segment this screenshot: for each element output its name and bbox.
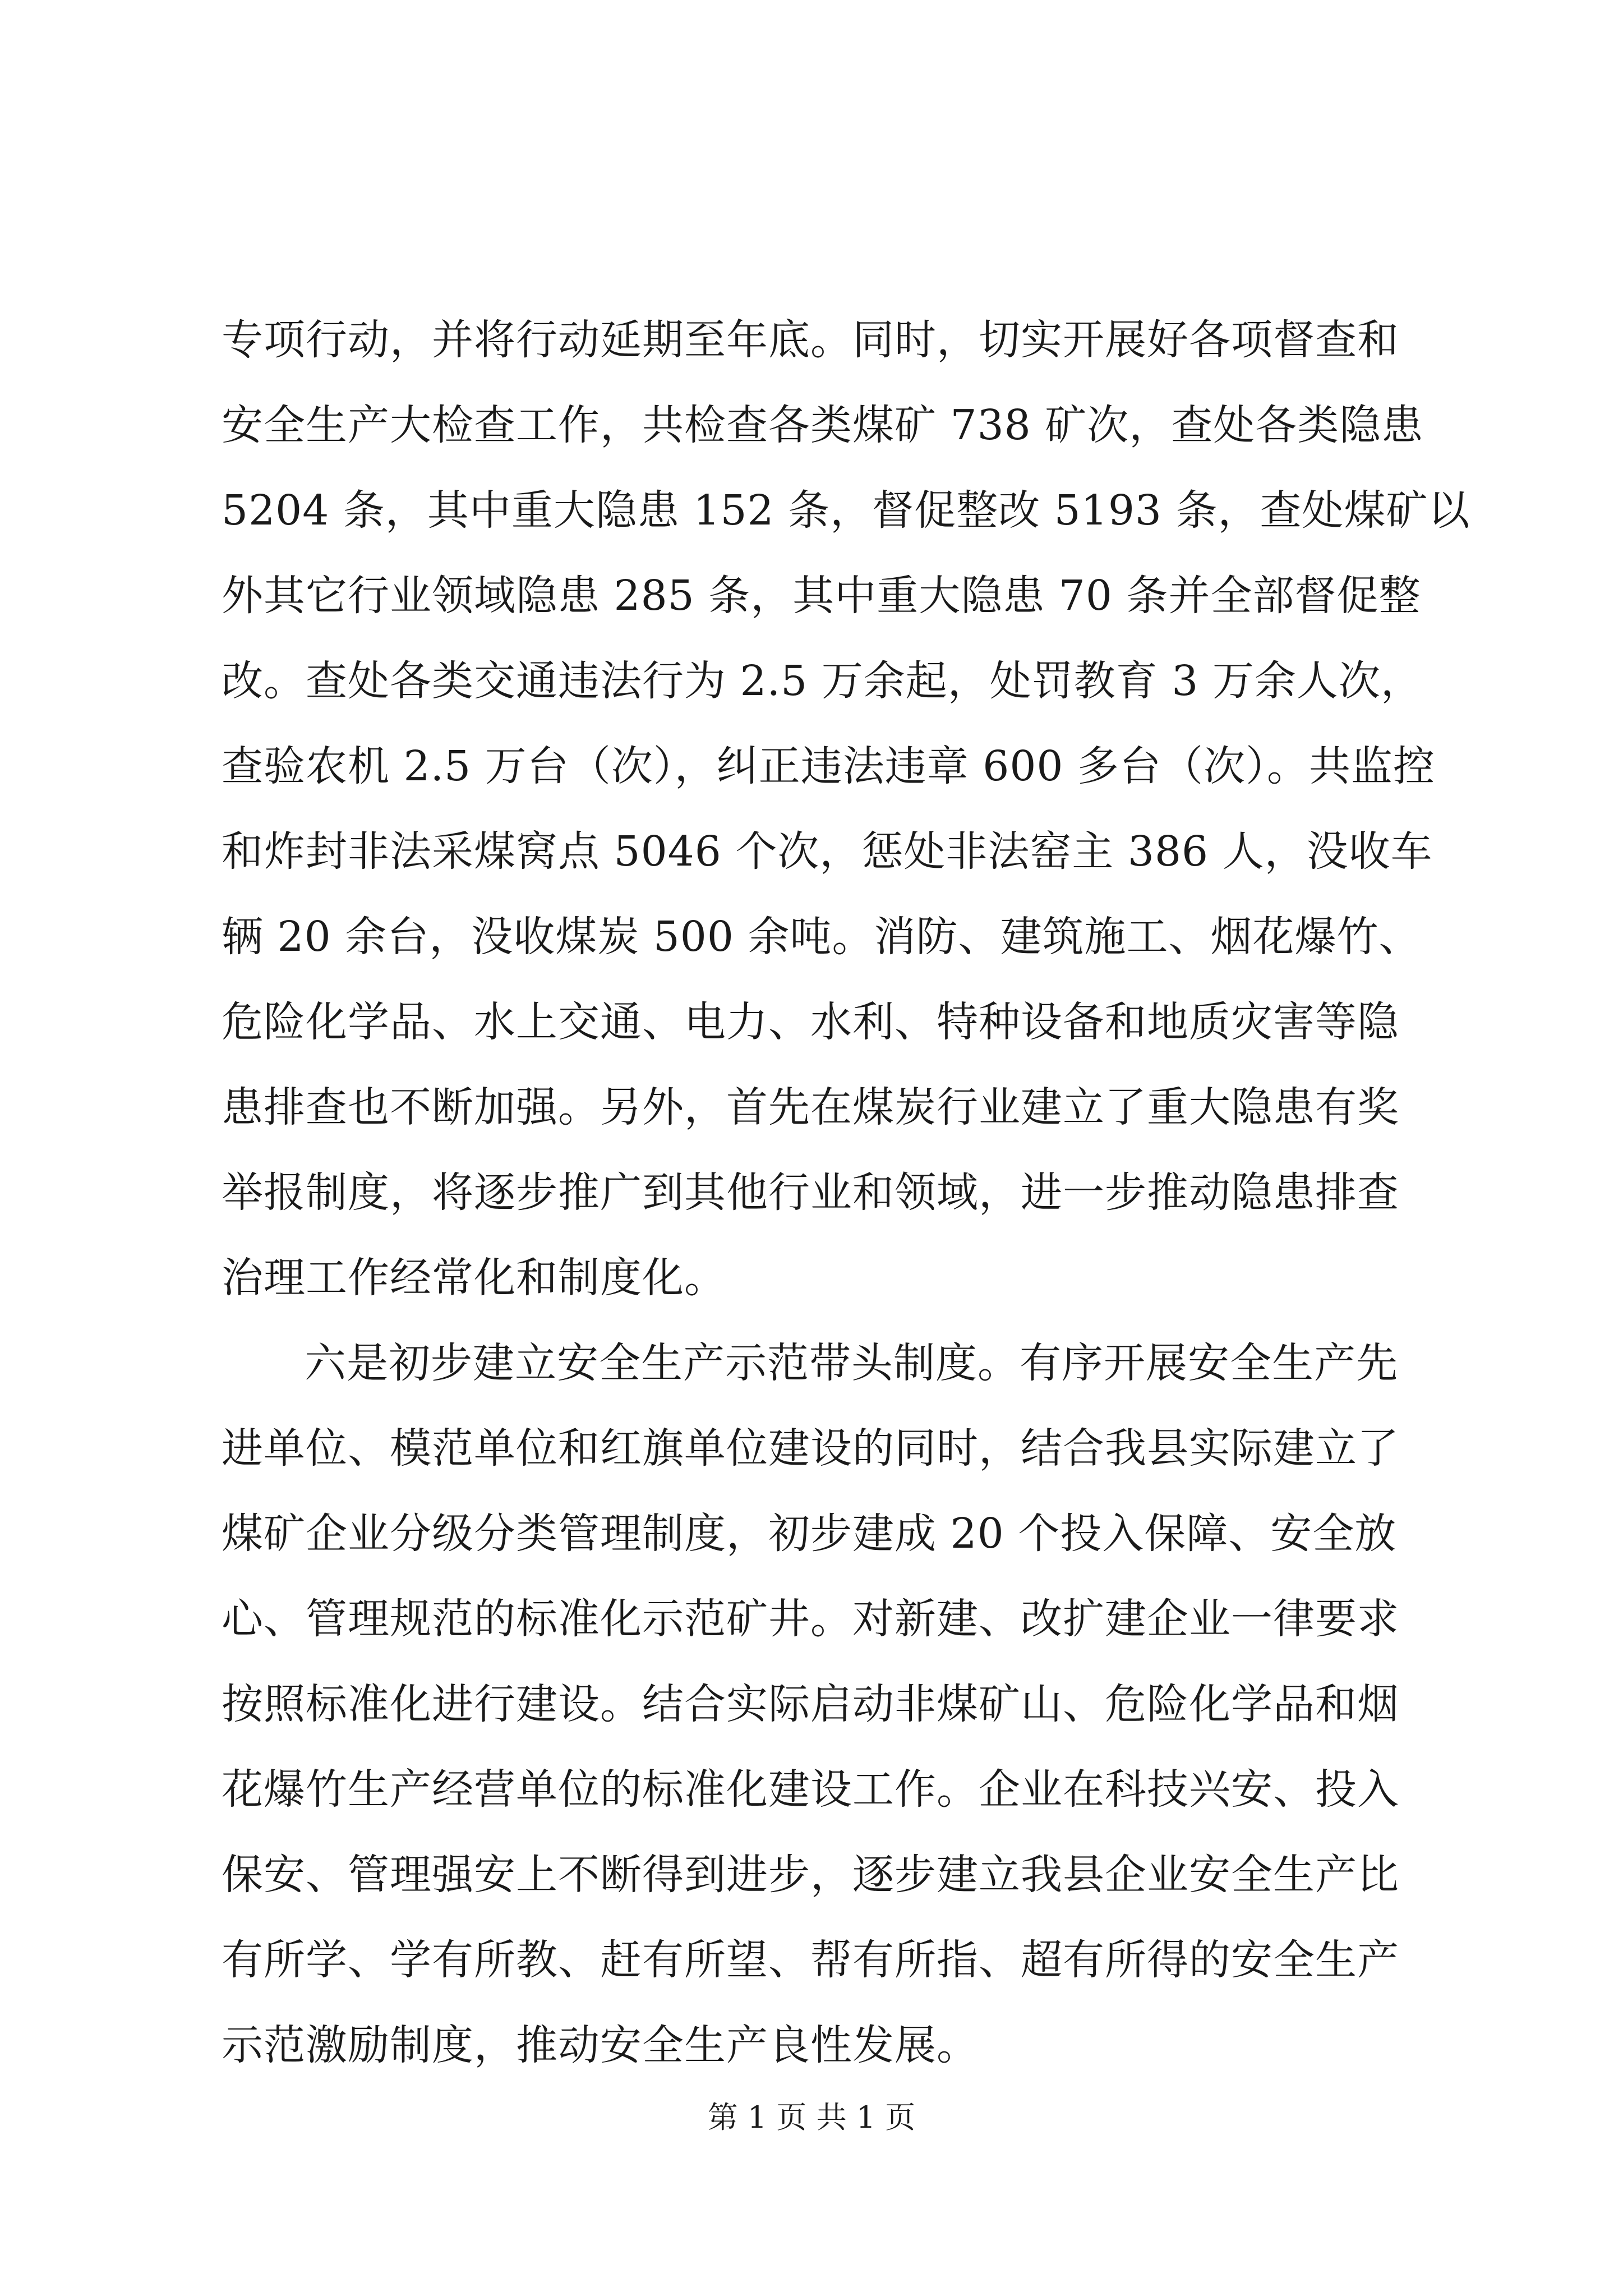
- text-line: 示范激励制度，推动安全生产良性发展。: [222, 2021, 979, 2069]
- text-line: 查验农机 2.5 万台（次），纠正违法违章 600 多台（次）。共监控: [222, 742, 1436, 790]
- text-line: 有所学、学有所教、赶有所望、帮有所指、超有所得的安全生产: [222, 1936, 1399, 1984]
- text-line: 进单位、模范单位和红旗单位建设的同时，结合我县实际建立了: [222, 1424, 1399, 1473]
- document-body: [222, 297, 1470, 2088]
- text-line: 心、管理规范的标准化示范矿井。对新建、改扩建企业一律要求: [222, 1595, 1399, 1643]
- text-line: 危险化学品、水上交通、电力、水利、特种设备和地质灾害等隐: [222, 998, 1399, 1046]
- text-line: 安全生产大检查工作，共检查各类煤矿 738 矿次，查处各类隐患: [222, 401, 1424, 449]
- text-line: 患排查也不断加强。另外，首先在煤炭行业建立了重大隐患有奖: [222, 1083, 1399, 1131]
- text-line: 和炸封非法采煤窝点 5046 个次，惩处非法窑主 386 人，没收车: [222, 827, 1433, 876]
- text-line: 煤矿企业分级分类管理制度，初步建成 20 个投入保障、安全放: [222, 1510, 1397, 1558]
- text-line: 治理工作经常化和制度化。: [222, 1254, 726, 1302]
- paragraph-start-line: 六是初步建立安全生产示范带头制度。有序开展安全生产先: [305, 1339, 1398, 1387]
- text-line: 专项行动，并将行动延期至年底。同时，切实开展好各项督查和: [222, 316, 1399, 364]
- text-line: 按照标准化进行建设。结合实际启动非煤矿山、危险化学品和烟: [222, 1680, 1399, 1728]
- text-line: 外其它行业领域隐患 285 条，其中重大隐患 70 条并全部督促整: [222, 572, 1421, 620]
- text-line: 举报制度，将逐步推广到其他行业和领域，进一步推动隐患排查: [222, 1168, 1399, 1217]
- text-line: 保安、管理强安上不断得到进步，逐步建立我县企业安全生产比: [222, 1851, 1399, 1899]
- text-line: 花爆竹生产经营单位的标准化建设工作。企业在科技兴安、投入: [222, 1765, 1399, 1814]
- text-line: 5204 条，其中重大隐患 152 条，督促整改 5193 条，查处煤矿以: [222, 486, 1470, 535]
- page-number-footer: 第 1 页 共 1 页: [707, 2100, 916, 2135]
- text-line: 辆 20 余台，没收煤炭 500 余吨。消防、建筑施工、烟花爆竹、: [222, 913, 1421, 961]
- text-line: 改。查处各类交通违法行为 2.5 万余起，处罚教育 3 万余人次，: [222, 657, 1423, 705]
